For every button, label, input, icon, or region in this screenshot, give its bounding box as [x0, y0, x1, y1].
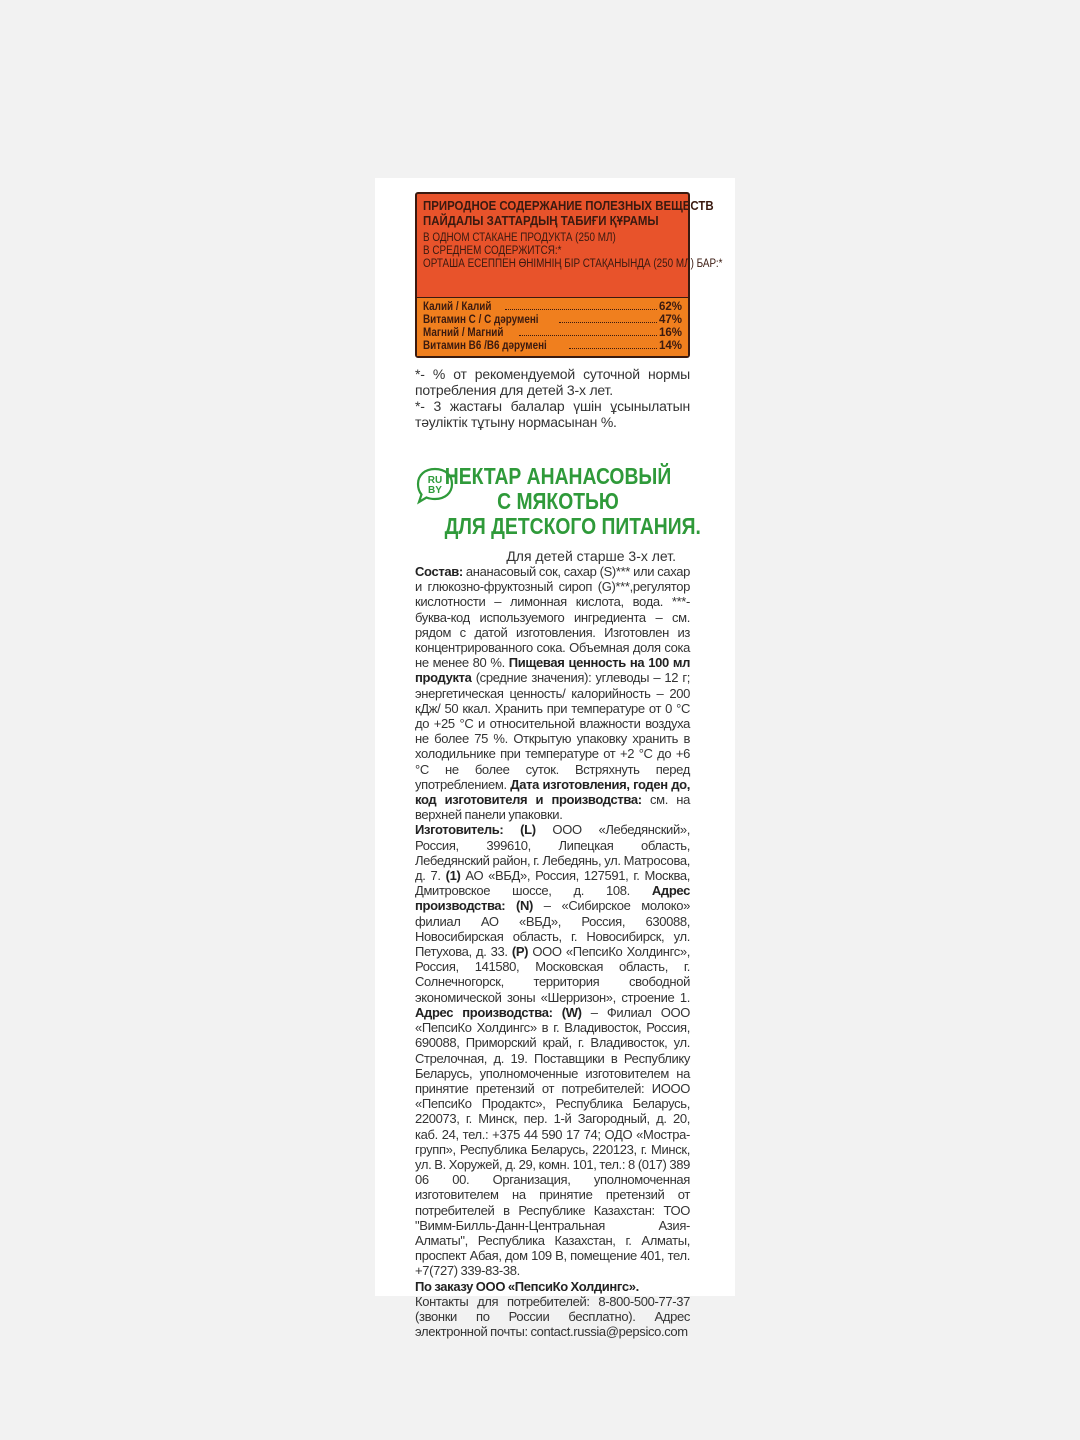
product-title-line-2: С МЯКОТЬЮ [497, 488, 619, 514]
nutrient-name: Магний / Магний [423, 327, 504, 339]
product-title-line-3: ДЛЯ ДЕТСКОГО ПИТАНИЯ. [444, 513, 701, 539]
panel-sub-2: В СРЕДНЕМ СОДЕРЖИТСЯ:* [423, 245, 562, 257]
nutrient-row-vitamin-b6 [423, 340, 682, 353]
p-value: ООО «ПепсиКо Холдингс», Россия, 141580, Московская область, г. Солнечногорск, территория свободной экономической зоны «Шерризон», строение 1. [415, 944, 690, 1005]
maker-value: ООО «Лебедянский», Россия, 399610, Липецкая область, Лебедянский район, г. Лебедянь, ул. Матросова, д. 7. [415, 822, 690, 884]
nutrient-value: 14% [658, 340, 682, 352]
nutrients-rows [417, 297, 688, 356]
dot-leader [559, 322, 657, 323]
m1-label: (1) [445, 868, 461, 884]
nutrient-row-potassium [423, 301, 682, 314]
date-label: Дата изготовления, годен до, код изготовителя и производства: [415, 776, 690, 808]
product-title-line-1: НЕКТАР АНАНАСОВЫЙ [444, 463, 672, 489]
contacts-line: Контакты для потребителей: 8-800-500-77-37 (звонки по России бесплатно). Адрес электронной почты: contact.russia@pepsico.com [415, 1293, 690, 1340]
nutrient-row-vitamin-c [423, 314, 682, 327]
nutrients-panel-header [417, 194, 723, 297]
nutrient-value: 47% [658, 314, 682, 326]
badge-line-2: BY [428, 485, 442, 496]
nutrients-panel [415, 192, 723, 358]
footnote-kz: *- 3 жастағы балалар үшін ұсынылатын тәуліктік тұтыну нормасынан %. [415, 398, 690, 430]
nutrient-row-magnesium [423, 327, 682, 340]
order-label: По заказу ООО «ПепсиКо Холдингс». [415, 1278, 639, 1294]
age-note: Для детей старше 3-х лет. [506, 548, 676, 564]
nutrient-name: Витамин С / С дәрумені [423, 314, 539, 326]
footnotes [415, 366, 690, 430]
body-paragraph [415, 564, 690, 822]
nutrient-name: Витамин В6 /В6 дәрумені [423, 340, 547, 352]
addr1-label: Адрес производства: (N) [415, 883, 690, 914]
product-title [423, 463, 701, 539]
date-value: см. на верхней панели упаковки. [415, 792, 690, 823]
maker-label: Изготовитель: (L) [415, 822, 536, 838]
addr2-label: Адрес производства: (W) [415, 1004, 582, 1020]
dot-leader [569, 348, 657, 349]
nutrient-value: 16% [658, 327, 682, 339]
panel-sub-3: ОРТАША ЕСЕППЕН ӨНІМНІҢ БІР СТАҚАНЫНДА (250 МЛ) БАР:* [423, 258, 723, 270]
nutrient-value: 62% [658, 301, 682, 313]
nutrition-value: (средние значения): углеводы – 12 г; энергетическая ценность/ калорийность – 200 кДж/ 50 ккал. Хранить при температуре от 0 °С до +25 °С и относительной влажности воздуха не более 75 %. Открытую упаковку хранить в холодильнике при температуре от +2 °С до +6 °С не более суток. Встряхнуть перед употреблением. [415, 670, 690, 792]
footnote-ru: *- % от рекомендуемой суточной нормы потребления для детей 3-х лет. [415, 366, 690, 398]
addr1-value: – «Сибирское молоко» филиал АО «ВБД», Россия, 630088, Новосибирская область, г. Новосибирск, ул. Петухова, д. 33. [415, 898, 690, 960]
panel-sub-1: В ОДНОМ СТАКАНЕ ПРОДУКТА (250 МЛ) [423, 232, 616, 244]
nutrition-label: Пищевая ценность на 100 мл продукта [415, 655, 690, 686]
product-label [375, 178, 735, 1340]
m1-value: АО «ВБД», Россия, 127591, г. Москва, Дмитровское шоссе, д. 108. [415, 868, 690, 899]
panel-title-kz: ПАЙДАЛЫ ЗАТТАРДЫҢ ТАБИҒИ ҚҰРАМЫ [423, 213, 659, 228]
composition-text [415, 564, 690, 1339]
p-label: (P) [511, 944, 529, 960]
dot-leader [519, 335, 657, 336]
nutrient-name: Калий / Калий [423, 301, 492, 313]
manufacturer-paragraph [415, 822, 690, 1278]
addr2-value: – Филиал ООО «ПепсиКо Холдингс» в г. Владивосток, Россия, 690088, Приморский край, г. Владивосток, ул. Стрелочная, д. 19. Поставщики в Республику Беларусь, уполномоченные изготовителем на принятие претензий от потребителей: ИООО «ПепсиКо Продактс», Республика Беларусь, 220073, г. Минск, пер. 1-й Загородный, д. 20, каб. 24, тел.: +375 44 590 17 74; ОДО «Мостра-групп», Республика Беларусь, 220123, г. Минск, ул. В. Хоружей, д. 29, комн. 101, тел.: 8 (017) 389 06 00. Организация, уполномоченная изготовителем на принятие претензий от потребителей в Республике Казахстан: ТОО "Вимм-Билль-Данн-Центральная Азия-Алматы", Республика Казахстан, г. Алматы, проспект Абая, дом 109 В, помещение 401, тел. +7(727) 339-83-38. [415, 1004, 690, 1279]
panel-title-ru: ПРИРОДНОЕ СОДЕРЖАНИЕ ПОЛЕЗНЫХ ВЕЩЕСТВ [423, 198, 714, 213]
composition-label: Состав: [415, 564, 463, 579]
dot-leader [505, 309, 657, 310]
composition-value: ананасовый сок, сахар (S)*** или сахар и глюкозно-фруктозный сироп (G)***,регулятор кислотности – лимонная кислота, вода. ***- буква-код используемого ингредиента – см. рядом с датой изготовления. Изготовлен из концентрированного сока. Объемная доля сока не менее 80 %. [415, 564, 690, 671]
order-line [415, 1279, 690, 1294]
badge-line-1: RU [427, 475, 443, 486]
